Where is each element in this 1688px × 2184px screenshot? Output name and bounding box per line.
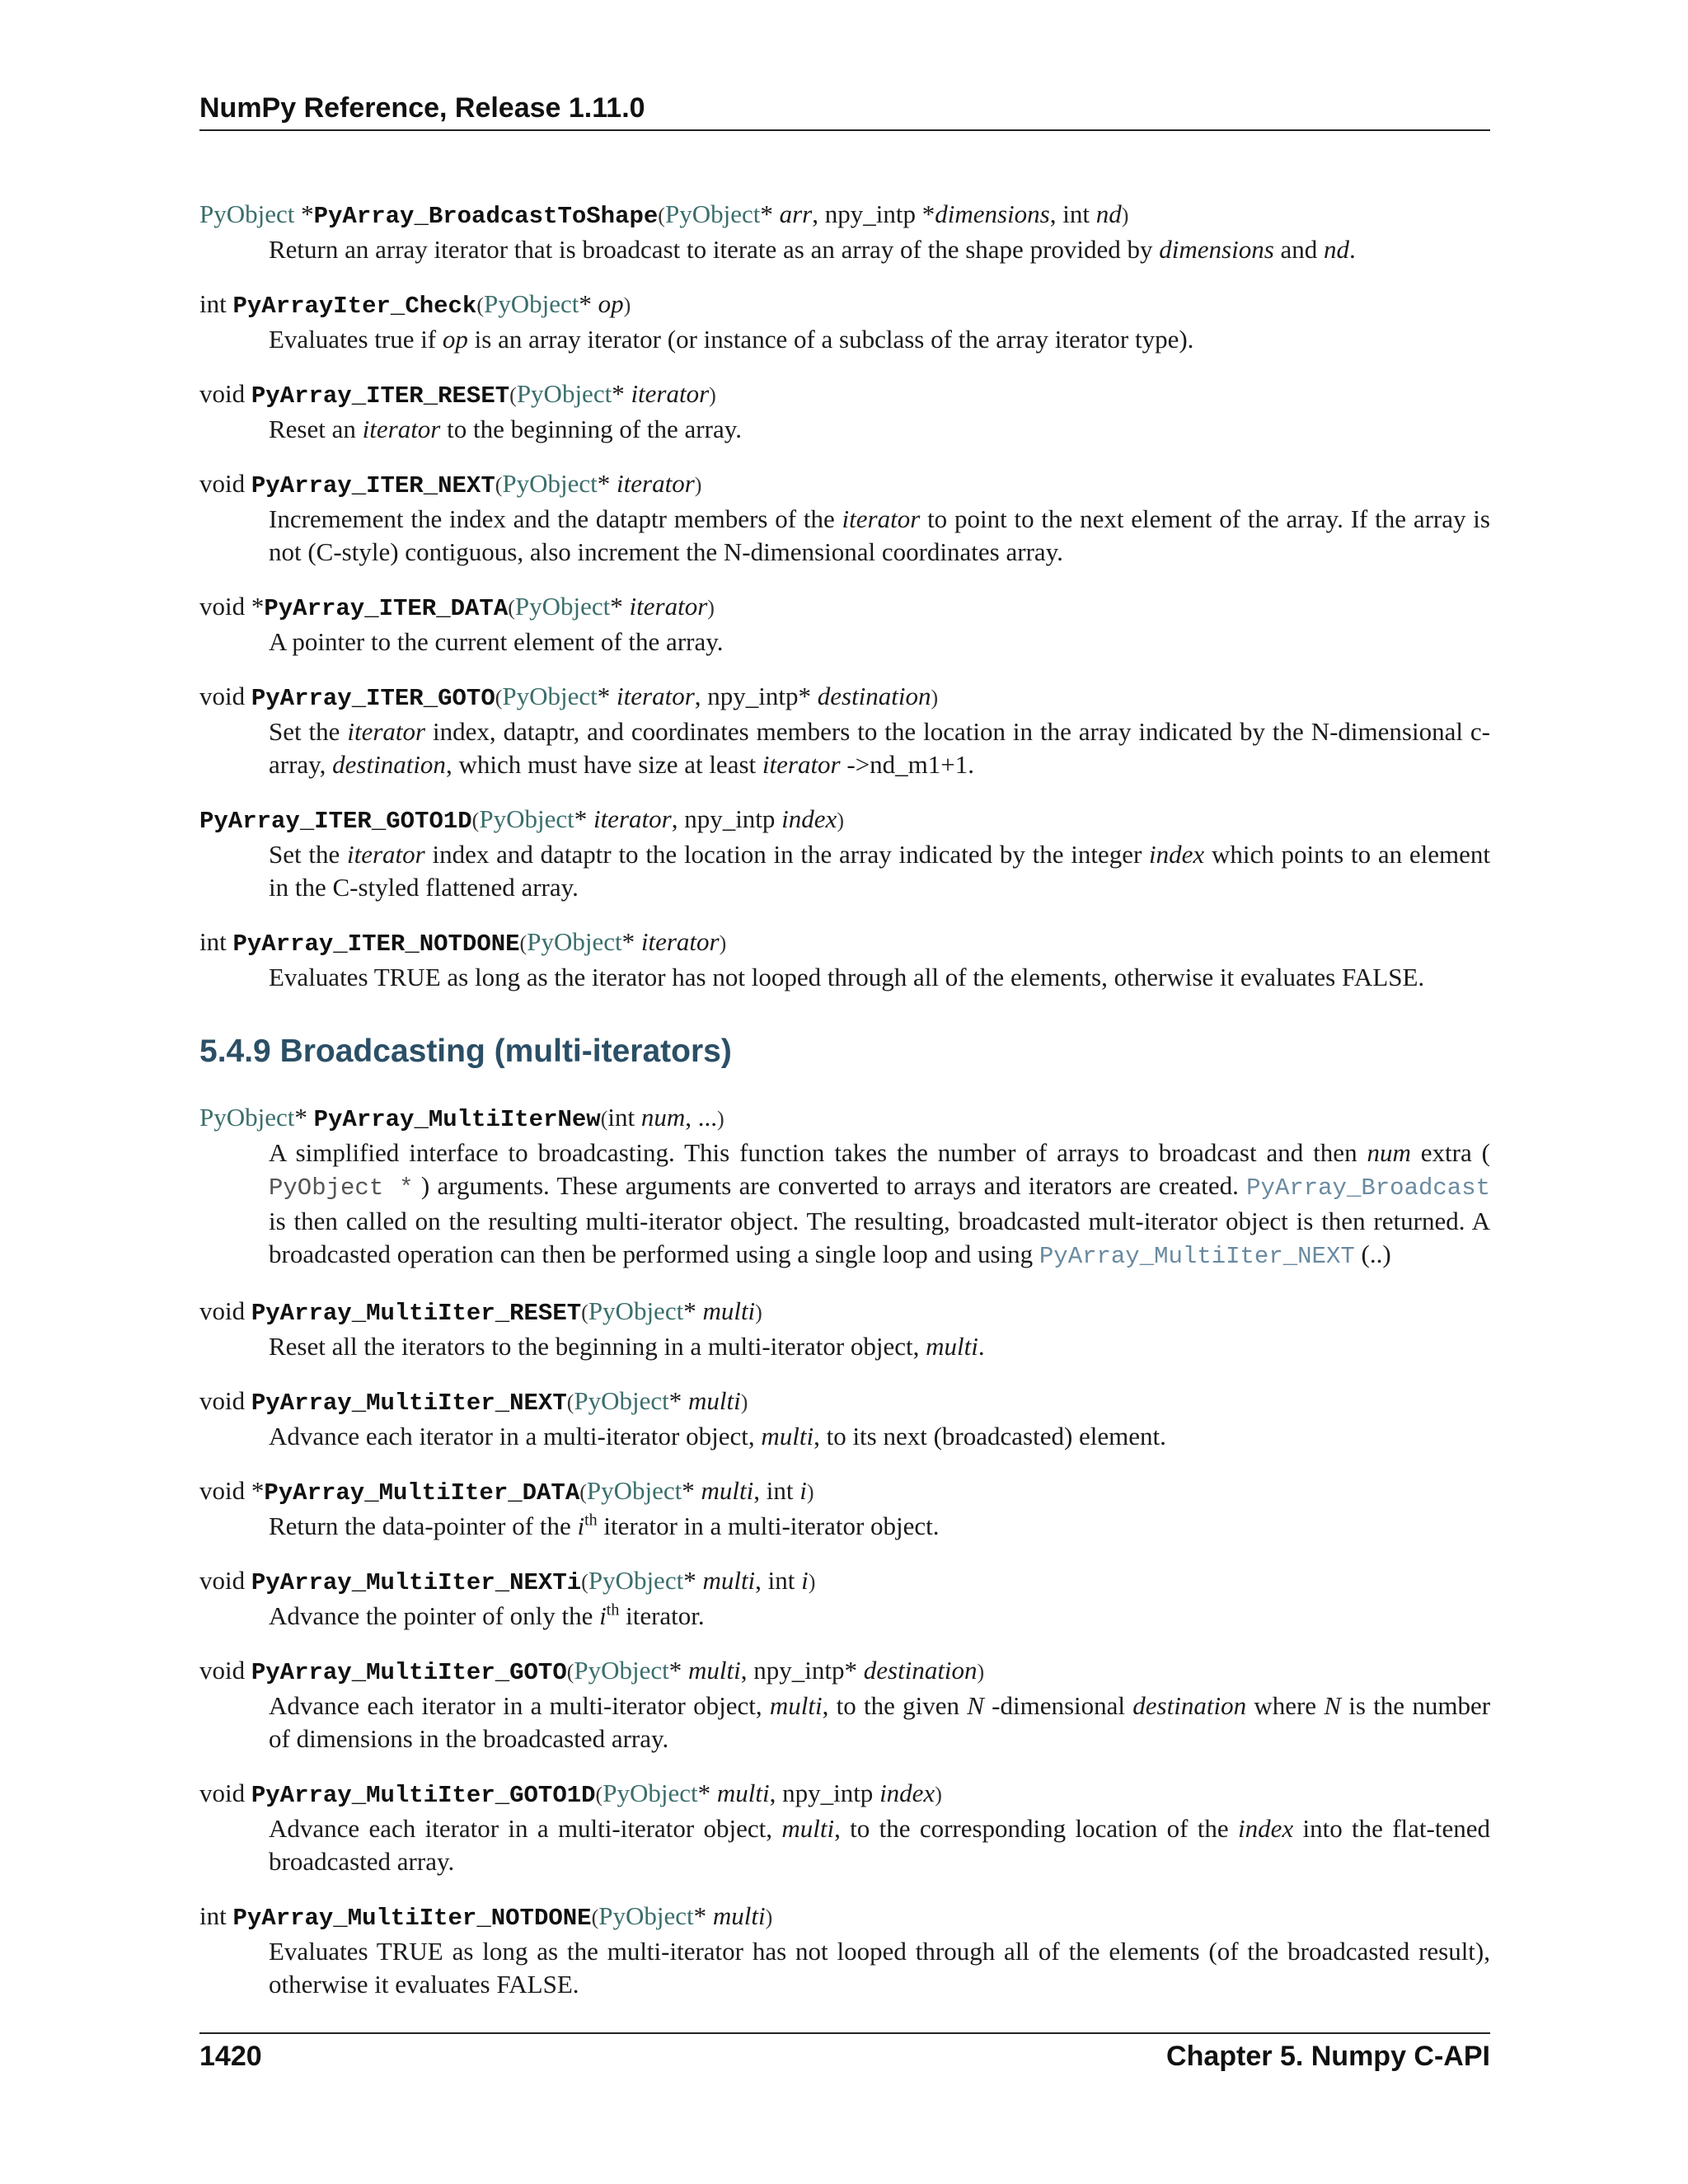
param-type: *	[597, 682, 617, 710]
close-paren: )	[977, 1660, 985, 1684]
function-name: PyArray_MultiIter_GOTO	[251, 1659, 567, 1686]
function-signature	[199, 377, 1490, 413]
function-description: Incremement the index and the dataptr members of the iterator to point to the next element of the array. If the array is not (C-style) contiguous, also increment the N-dimensional coordinates array.	[269, 504, 1490, 566]
function-description: Evaluates TRUE as long as the iterator has not looped through all of the elements, otherwise it evaluates FALSE.	[269, 963, 1425, 991]
emphasis: N	[967, 1691, 984, 1720]
multi-iterator-api-list	[199, 1101, 1490, 2001]
emphasis: index	[1149, 840, 1205, 869]
param-name: nd	[1095, 199, 1122, 228]
param-type: , npy_intp *	[812, 199, 935, 228]
open-paren: (	[581, 1301, 588, 1324]
param-name: iterator	[617, 469, 695, 498]
close-paren: )	[719, 931, 727, 955]
open-paren: (	[581, 1570, 588, 1594]
param-type-link[interactable]: PyObject	[502, 469, 598, 498]
param-name: multi	[716, 1779, 770, 1807]
emphasis: multi	[761, 1422, 814, 1451]
param-type: *	[760, 199, 780, 228]
open-paren: (	[471, 808, 480, 832]
iterator-api-list	[199, 198, 1490, 994]
open-paren: (	[595, 1783, 603, 1807]
code-literal: PyObject *	[269, 1174, 414, 1202]
emphasis: multi	[769, 1691, 823, 1720]
return-type: void	[199, 469, 251, 498]
function-description: Advance the pointer of only the $i^{th}$ iterator.	[269, 1601, 705, 1630]
param-name: multi	[702, 1566, 756, 1595]
function-description: Evaluates TRUE as long as the multi-iterator has not looped through all of the elements (of the broadcasted result), otherwise it evaluates FALSE.	[269, 1937, 1490, 1999]
api-entry	[199, 1101, 1490, 1273]
param-type-link[interactable]: PyObject	[514, 592, 611, 621]
param-type: , npy_intp	[671, 804, 782, 833]
return-type-link[interactable]: PyObject	[199, 1103, 295, 1132]
emphasis: N	[1324, 1691, 1342, 1720]
return-type: void	[199, 379, 251, 408]
param-name: op	[598, 289, 624, 318]
function-description: Advance each iterator in a multi-iterator object, multi, to the given N -dimensional destination where N is the number of dimensions in the broadcasted array.	[269, 1691, 1491, 1753]
param-name: i	[801, 1566, 809, 1595]
open-paren: (	[476, 293, 485, 317]
param-type: *	[683, 1296, 703, 1325]
function-name: PyArray_ITER_GOTO1D	[199, 808, 472, 835]
superscript: th	[606, 1601, 620, 1619]
emphasis: num	[1367, 1138, 1411, 1167]
emphasis: multi	[926, 1332, 978, 1361]
param-type: , int	[753, 1476, 800, 1505]
close-paren: )	[765, 1905, 773, 1929]
param-name: multi	[688, 1656, 741, 1685]
api-entry	[199, 590, 1490, 658]
emphasis: index	[1238, 1814, 1294, 1843]
running-header: NumPy Reference, Release 1.11.0	[199, 92, 1490, 131]
param-name: multi	[702, 1296, 756, 1325]
function-description: Return an array iterator that is broadcast to iterate as an array of the shape provided by dimensions and nd.	[269, 235, 1356, 264]
function-name: PyArray_ITER_RESET	[251, 382, 510, 410]
function-signature	[199, 1385, 1490, 1420]
code-link[interactable]: PyArray_MultiIter_NEXT	[1039, 1243, 1355, 1270]
param-type: *	[668, 1386, 689, 1415]
function-name: PyArray_ITER_DATA	[264, 595, 509, 622]
function-signature	[199, 1564, 1490, 1600]
param-type: int	[607, 1103, 641, 1132]
emphasis: destination	[1132, 1691, 1247, 1720]
function-signature	[199, 1654, 1490, 1690]
function-name: PyArrayIter_Check	[232, 293, 477, 320]
param-type: *	[682, 1476, 701, 1505]
api-entry	[199, 198, 1490, 266]
emphasis: iterator	[362, 415, 441, 443]
return-type: void *	[199, 592, 265, 621]
close-paren: )	[806, 1480, 814, 1504]
return-type: void	[199, 1296, 251, 1325]
superscript: th	[584, 1511, 598, 1530]
param-name: iterator	[640, 927, 720, 956]
emphasis: i	[577, 1511, 585, 1540]
close-paren: )	[755, 1301, 762, 1324]
open-paren: (	[495, 686, 503, 710]
page-number: 1420	[199, 2041, 262, 2072]
close-paren: )	[808, 1570, 816, 1594]
return-type: void	[199, 1779, 251, 1807]
close-paren: )	[740, 1390, 748, 1414]
section-heading: 5.4.9 Broadcasting (multi-iterators)	[199, 1033, 732, 1069]
param-name: arr	[779, 199, 813, 228]
function-name: PyArray_MultiIter_NEXT	[251, 1390, 567, 1417]
emphasis: iterator	[347, 840, 425, 869]
return-type: void *	[199, 1476, 265, 1505]
api-entry	[199, 1900, 1490, 2001]
function-description: A simplified interface to broadcasting. This function takes the number of arrays to broadcast and then num extra ( PyObject * ) arguments. These arguments are converted to arrays and iterators are created. PyArray_Broadcast is then called on the resulting multi-iterator object. The resulting, broadcasted mult-iterator object is then returned. A broadcasted operation can then be performed using a single loop and using PyArray_MultiIter_NEXT (..)	[269, 1138, 1490, 1270]
param-type: *	[668, 1656, 689, 1685]
open-paren: (	[591, 1905, 599, 1929]
param-name: index	[879, 1779, 935, 1807]
param-type-link[interactable]: PyObject	[574, 1656, 669, 1685]
page-footer	[199, 2032, 1490, 2073]
emphasis: iterator	[347, 717, 426, 746]
function-signature	[199, 288, 1490, 323]
param-type-link[interactable]: PyObject	[479, 804, 574, 833]
return-type: int	[199, 1901, 233, 1930]
return-type-suffix: *	[294, 1103, 314, 1132]
function-name: PyArray_MultiIterNew	[313, 1106, 601, 1133]
function-name: PyArray_ITER_GOTO	[251, 685, 495, 712]
api-entry	[199, 1654, 1490, 1755]
close-paren: )	[707, 596, 715, 620]
return-type: void	[199, 1386, 251, 1415]
return-type: int	[199, 927, 233, 956]
param-type: *	[574, 804, 593, 833]
function-description: Advance each iterator in a multi-iterator object, multi, to its next (broadcasted) element.	[269, 1422, 1166, 1451]
function-signature	[199, 590, 1490, 626]
api-entry	[199, 377, 1490, 446]
close-paren: )	[716, 1107, 724, 1131]
function-description: Set the iterator index, dataptr, and coordinates members to the location in the array indicated by the N-dimensional c-array, destination, which must have size at least iterator ->nd_m1+1.	[269, 717, 1490, 779]
function-name: PyArray_MultiIter_RESET	[251, 1300, 582, 1327]
param-name: index	[781, 804, 837, 833]
param-name: multi	[688, 1386, 741, 1415]
function-description: Advance each iterator in a multi-iterator object, multi, to the corresponding location of the index into the flat-tened broadcasted array.	[269, 1814, 1490, 1876]
open-paren: (	[579, 1480, 587, 1504]
function-name: PyArray_MultiIter_NEXTi	[251, 1569, 582, 1596]
function-name: PyArray_ITER_NOTDONE	[232, 930, 520, 958]
param-type: , int	[755, 1566, 802, 1595]
api-entry	[199, 1385, 1490, 1453]
param-type-link[interactable]: PyObject	[664, 199, 761, 228]
open-paren: (	[519, 931, 528, 955]
api-entry	[199, 1777, 1490, 1878]
param-type-link[interactable]: PyObject	[574, 1386, 669, 1415]
function-name: PyArray_MultiIter_GOTO1D	[251, 1782, 596, 1809]
param-type: , npy_intp	[769, 1779, 880, 1807]
open-paren: (	[495, 473, 503, 497]
api-entry	[199, 1295, 1490, 1363]
emphasis: dimensions	[1159, 235, 1274, 264]
return-type-link[interactable]: PyObject	[199, 199, 295, 228]
return-type: void	[199, 1566, 251, 1595]
api-entry	[199, 680, 1490, 781]
close-paren: )	[694, 473, 702, 497]
api-entry	[199, 467, 1490, 569]
open-paren: (	[600, 1107, 608, 1131]
close-paren: )	[709, 383, 716, 407]
function-signature	[199, 198, 1490, 233]
function-name: PyArray_MultiIter_NOTDONE	[232, 1905, 592, 1932]
function-description: Reset an iterator to the beginning of the array.	[269, 415, 742, 443]
param-name: destination	[817, 682, 931, 710]
function-signature	[199, 1777, 1490, 1812]
param-type: *	[579, 289, 598, 318]
api-entry	[199, 1474, 1490, 1543]
function-signature	[199, 1474, 1490, 1510]
param-type-link[interactable]: PyObject	[502, 682, 598, 710]
param-type-link[interactable]: PyObject	[603, 1779, 698, 1807]
return-type: void	[199, 682, 251, 710]
param-type: *	[621, 927, 641, 956]
emphasis: iterator	[842, 504, 921, 533]
emphasis: nd	[1324, 235, 1350, 264]
param-name: iterator	[617, 682, 695, 710]
param-type: , npy_intp*	[694, 682, 818, 710]
return-type: void	[199, 1656, 251, 1685]
function-description: Set the iterator index and dataptr to the location in the array indicated by the integer index which points to an element in the C-styled flattened array.	[269, 840, 1490, 902]
emphasis: op	[442, 325, 468, 354]
param-name: iterator	[631, 379, 710, 408]
return-type-suffix: *	[294, 199, 314, 228]
page-content	[199, 198, 1490, 2022]
param-name: iterator	[629, 592, 708, 621]
function-signature	[199, 1900, 1490, 1935]
function-signature	[199, 1295, 1490, 1330]
param-name: destination	[863, 1656, 978, 1685]
param-type: *	[693, 1901, 713, 1930]
param-type: , int	[1049, 199, 1096, 228]
api-entry	[199, 1564, 1490, 1633]
open-paren: (	[509, 383, 517, 407]
param-type-link[interactable]: PyObject	[598, 1901, 694, 1930]
emphasis: multi	[781, 1814, 835, 1843]
api-entry	[199, 803, 1490, 904]
param-type-link[interactable]: PyObject	[516, 379, 612, 408]
open-paren: (	[566, 1390, 574, 1414]
param-name: multi	[701, 1476, 754, 1505]
function-signature	[199, 1101, 1490, 1137]
close-paren: )	[931, 686, 939, 710]
emphasis: iterator	[762, 750, 841, 779]
function-name: PyArray_MultiIter_DATA	[264, 1479, 580, 1507]
code-link[interactable]: PyArray_Broadcast	[1246, 1174, 1490, 1202]
param-name: multi	[712, 1901, 766, 1930]
close-paren: )	[837, 808, 844, 832]
function-description: Evaluates true if op is an array iterator (or instance of a subclass of the array iterator type).	[269, 325, 1194, 354]
function-signature	[199, 680, 1490, 715]
param-name: i	[799, 1476, 807, 1505]
function-name: PyArray_ITER_NEXT	[251, 472, 495, 499]
param-name: dimensions	[935, 199, 1050, 228]
function-description: Return the data-pointer of the $i^{th}$ iterator in a multi-iterator object.	[269, 1511, 940, 1540]
open-paren: (	[508, 596, 515, 620]
param-name: num	[640, 1103, 686, 1132]
param-type: *	[697, 1779, 717, 1807]
param-type: *	[683, 1566, 703, 1595]
function-signature	[199, 467, 1490, 503]
chapter-title: Chapter 5. Numpy C-API	[1166, 2041, 1490, 2072]
param-type: *	[610, 592, 630, 621]
param-type-link[interactable]: PyObject	[586, 1476, 682, 1505]
function-description: A pointer to the current element of the array.	[269, 627, 724, 656]
param-type: *	[597, 469, 617, 498]
param-type: , ...	[685, 1103, 717, 1132]
param-type-link[interactable]: PyObject	[588, 1566, 684, 1595]
api-entry	[199, 288, 1490, 356]
close-paren: )	[1121, 204, 1129, 227]
open-paren: (	[566, 1660, 574, 1684]
param-type: , npy_intp*	[740, 1656, 864, 1685]
api-entry	[199, 926, 1490, 994]
emphasis: i	[599, 1601, 607, 1630]
param-type-link[interactable]: PyObject	[527, 927, 622, 956]
function-name: PyArray_BroadcastToShape	[313, 203, 659, 230]
close-paren: )	[935, 1783, 942, 1807]
param-type-link[interactable]: PyObject	[588, 1296, 684, 1325]
emphasis: destination	[332, 750, 446, 779]
param-type-link[interactable]: PyObject	[484, 289, 579, 318]
param-name: iterator	[593, 804, 672, 833]
open-paren: (	[658, 204, 665, 227]
return-type: int	[199, 289, 233, 318]
param-type: *	[612, 379, 631, 408]
close-paren: )	[623, 293, 631, 317]
function-signature	[199, 926, 1490, 961]
function-signature	[199, 803, 1490, 838]
function-description: Reset all the iterators to the beginning in a multi-iterator object, multi.	[269, 1332, 985, 1361]
